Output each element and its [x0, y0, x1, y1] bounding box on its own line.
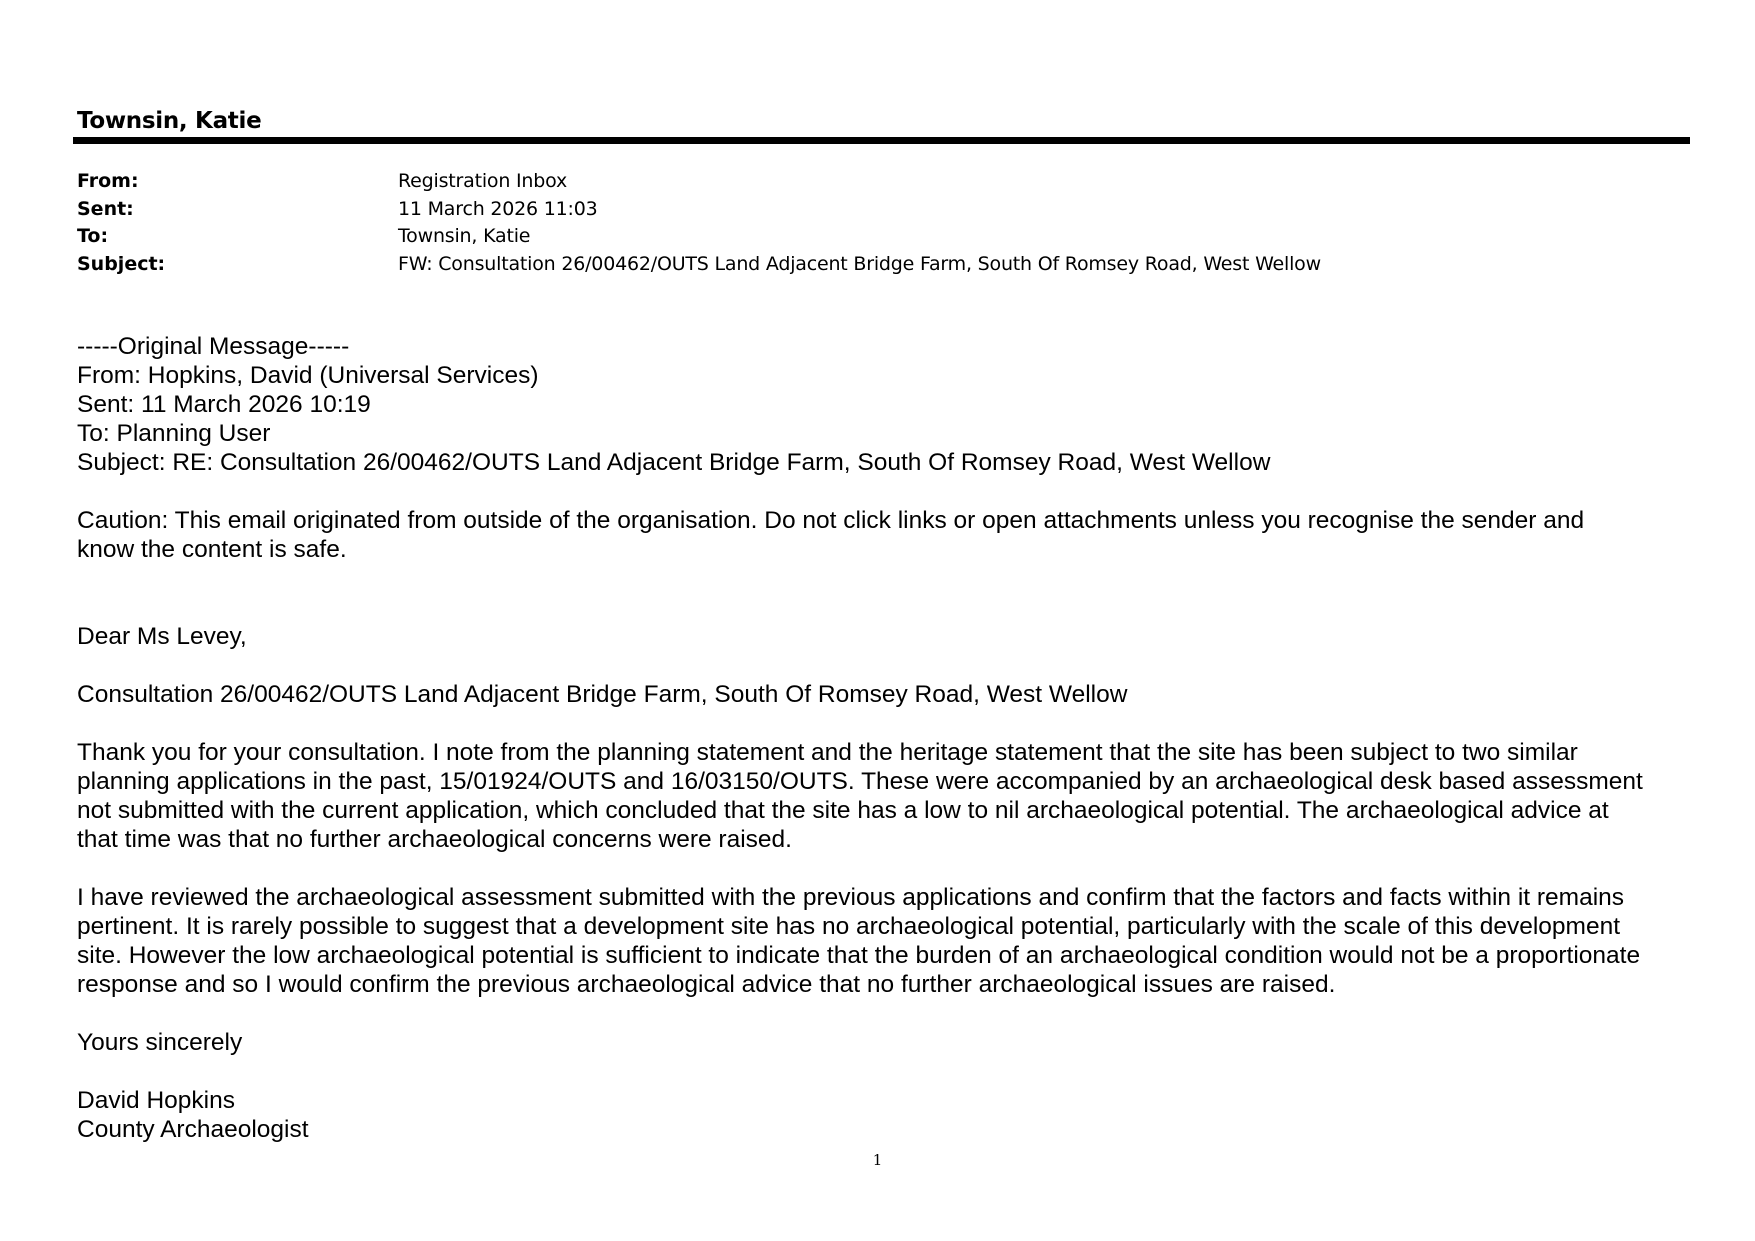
header-row-sent — [77, 196, 1677, 224]
from-value: Registration Inbox — [398, 170, 568, 192]
paragraph-2-line: site. However the low archaeological potential is sufficient to indicate that the burden of an archaeological condition would not be a proportionate — [77, 942, 1641, 969]
header-row-subject — [77, 251, 1677, 279]
header-row-from — [77, 168, 1677, 196]
to-value: Townsin, Katie — [398, 225, 531, 247]
email-body — [77, 332, 1697, 1144]
paragraph-1-line: not submitted with the current application, which concluded that the site has a low to nil archaeological potential. The archaeological advice at — [77, 797, 1609, 824]
caution-line: Caution: This email originated from outside of the organisation. Do not click links or open attachments unless you recognise the sender and — [77, 507, 1585, 534]
closing: Yours sincerely — [77, 1029, 243, 1056]
paragraph-1-line: Thank you for your consultation. I note from the planning statement and the heritage statement that the site has been subject to two similar — [77, 739, 1578, 766]
email-header-block — [77, 168, 1677, 278]
signature-name: David Hopkins — [77, 1087, 235, 1114]
paragraph-2-line: response and so I would confirm the previous archaeological advice that no further archaeological issues are raised. — [77, 971, 1336, 998]
spacer — [77, 854, 1697, 883]
paragraph-2-line: I have reviewed the archaeological assessment submitted with the previous applications and confirm that the factors and facts within it remains — [77, 884, 1625, 911]
spacer — [77, 1057, 1697, 1086]
to-label: To: — [77, 225, 109, 247]
original-to: To: Planning User — [77, 420, 271, 447]
original-subject: Subject: RE: Consultation 26/00462/OUTS Land Adjacent Bridge Farm, South Of Romsey Road, West Wellow — [77, 449, 1271, 476]
page-number: 1 — [872, 1151, 883, 1169]
original-from: From: Hopkins, David (Universal Services) — [77, 362, 539, 389]
sent-value: 11 March 2026 11:03 — [398, 197, 598, 220]
consultation-reference: Consultation 26/00462/OUTS Land Adjacent Bridge Farm, South Of Romsey Road, West Wellow — [77, 681, 1128, 708]
sent-label: Sent: — [77, 197, 134, 220]
header-row-to — [77, 223, 1677, 251]
spacer — [77, 564, 1697, 622]
spacer — [77, 709, 1697, 738]
mailbox-owner-heading: Townsin, Katie — [77, 108, 262, 134]
spacer — [77, 651, 1697, 680]
signature-title: County Archaeologist — [77, 1116, 309, 1143]
heading-divider — [73, 137, 1690, 144]
from-label: From: — [77, 170, 139, 192]
paragraph-2-line: pertinent. It is rarely possible to suggest that a development site has no archaeological potential, particularly with the scale of this development — [77, 913, 1621, 940]
greeting: Dear Ms Levey, — [77, 623, 247, 650]
caution-line: know the content is safe. — [77, 536, 347, 563]
paragraph-1-line: planning applications in the past, 15/01924/OUTS and 16/03150/OUTS. These were accompanied by an archaeological desk based assessment — [77, 768, 1643, 795]
subject-value: FW: Consultation 26/00462/OUTS Land Adjacent Bridge Farm, South Of Romsey Road, West Wellow — [398, 252, 1321, 275]
spacer — [77, 999, 1697, 1028]
original-message-separator: -----Original Message----- — [77, 333, 350, 360]
subject-label: Subject: — [77, 252, 166, 275]
paragraph-1-line: that time was that no further archaeological concerns were raised. — [77, 826, 792, 853]
original-sent: Sent: 11 March 2026 10:19 — [77, 391, 371, 418]
spacer — [77, 477, 1697, 506]
